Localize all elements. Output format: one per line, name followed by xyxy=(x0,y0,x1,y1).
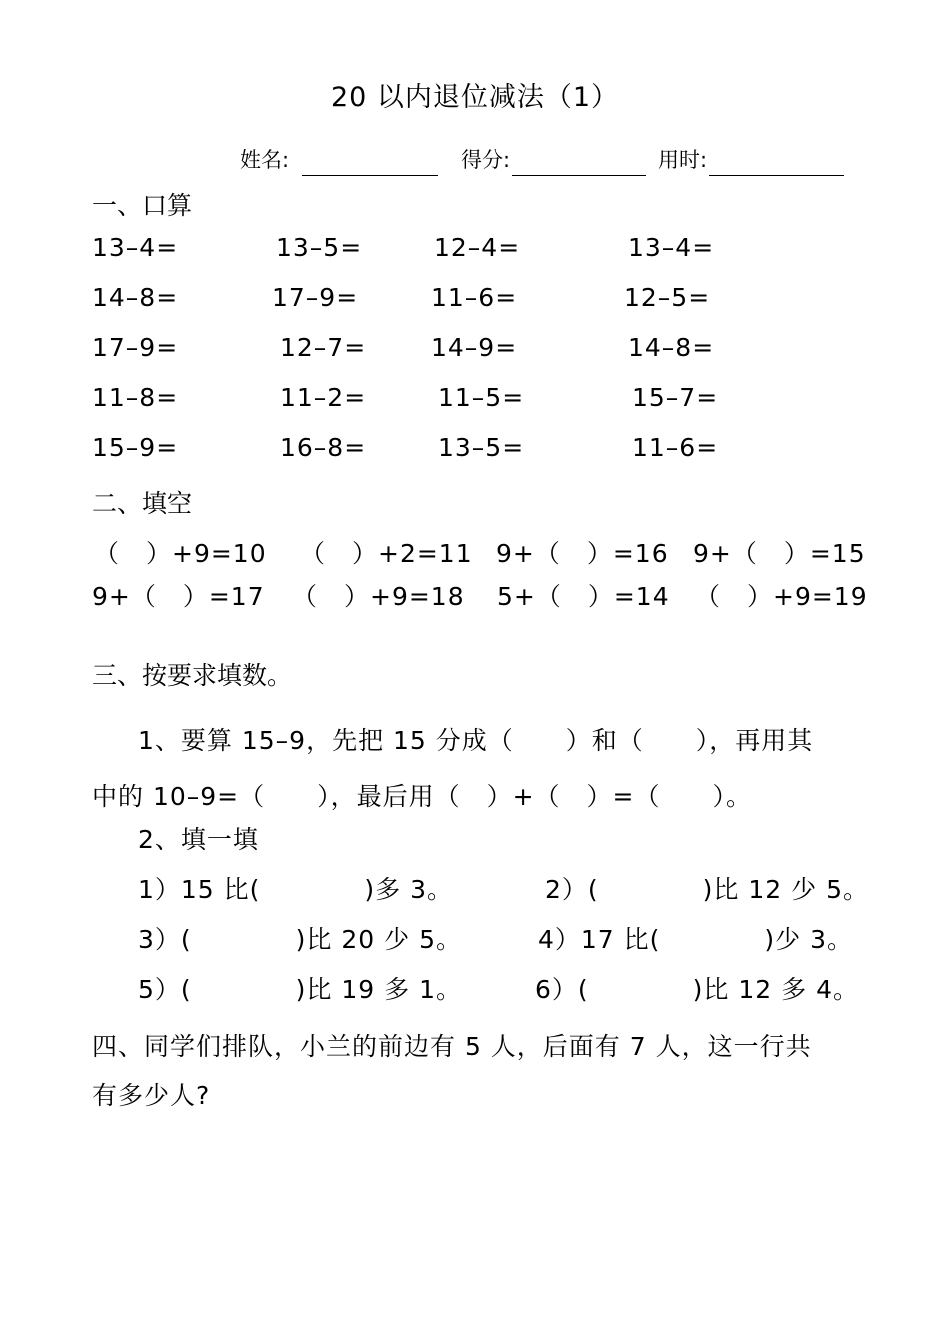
section-3-heading: 三、按要求填数。 xyxy=(92,661,293,690)
question-1-line-1: 1、要算 15–9，先把 15 分成（ ）和（ ），再用其 xyxy=(138,726,814,755)
calc-item: 11–2= xyxy=(280,383,367,412)
calc-item: 13–4= xyxy=(92,233,179,262)
time-blank[interactable] xyxy=(709,175,844,176)
section-4-line-2: 有多少人? xyxy=(92,1081,211,1110)
fill-item: 9+（ ）=16 xyxy=(496,539,669,568)
fill-item: （ ）+9=10 xyxy=(94,539,267,568)
score-label: 得分: xyxy=(461,148,511,172)
calc-item: 13–5= xyxy=(438,433,525,462)
calc-item: 12–5= xyxy=(624,283,711,312)
fill-item: 9+（ ）=15 xyxy=(693,539,866,568)
fill-item: （ ）+2=11 xyxy=(300,539,473,568)
fill-in-item: 1）15 比( )多 3。 xyxy=(138,875,454,904)
time-label: 用时: xyxy=(658,148,708,172)
worksheet-title: 20 以内退位减法（1） xyxy=(330,82,620,113)
name-blank[interactable] xyxy=(302,175,438,176)
section-2-heading: 二、填空 xyxy=(92,489,193,518)
fill-in-item: 6）( )比 12 多 4。 xyxy=(535,975,859,1004)
calc-item: 13–5= xyxy=(276,233,363,262)
calc-item: 14–8= xyxy=(92,283,179,312)
question-2-heading: 2、填一填 xyxy=(138,825,259,854)
calc-item: 11–6= xyxy=(431,283,518,312)
calc-item: 11–5= xyxy=(438,383,525,412)
calc-item: 17–9= xyxy=(272,283,359,312)
fill-item: 9+（ ）=17 xyxy=(92,582,265,611)
calc-item: 15–7= xyxy=(632,383,719,412)
fill-item: （ ）+9=18 xyxy=(292,582,465,611)
section-1-heading: 一、口算 xyxy=(92,191,193,220)
score-blank[interactable] xyxy=(512,175,646,176)
calc-item: 11–6= xyxy=(632,433,719,462)
fill-item: （ ）+9=19 xyxy=(695,582,868,611)
calc-item: 12–4= xyxy=(434,233,521,262)
fill-in-item: 2）( )比 12 少 5。 xyxy=(545,875,869,904)
calc-item: 14–9= xyxy=(431,333,518,362)
calc-item: 11–8= xyxy=(92,383,179,412)
calc-item: 12–7= xyxy=(280,333,367,362)
calc-item: 14–8= xyxy=(628,333,715,362)
name-label: 姓名: xyxy=(240,148,290,172)
calc-item: 16–8= xyxy=(280,433,367,462)
fill-item: 5+（ ）=14 xyxy=(497,582,670,611)
calc-item: 13–4= xyxy=(628,233,715,262)
fill-in-item: 4）17 比( )少 3。 xyxy=(538,925,854,954)
calc-item: 17–9= xyxy=(92,333,179,362)
section-4-line-1: 四、同学们排队，小兰的前边有 5 人，后面有 7 人，这一行共 xyxy=(92,1032,812,1061)
fill-in-item: 5）( )比 19 多 1。 xyxy=(138,975,462,1004)
calc-item: 15–9= xyxy=(92,433,179,462)
question-1-line-2: 中的 10–9=（ ），最后用（ ）+（ ）=（ ）。 xyxy=(92,782,753,811)
fill-in-item: 3）( )比 20 少 5。 xyxy=(138,925,462,954)
